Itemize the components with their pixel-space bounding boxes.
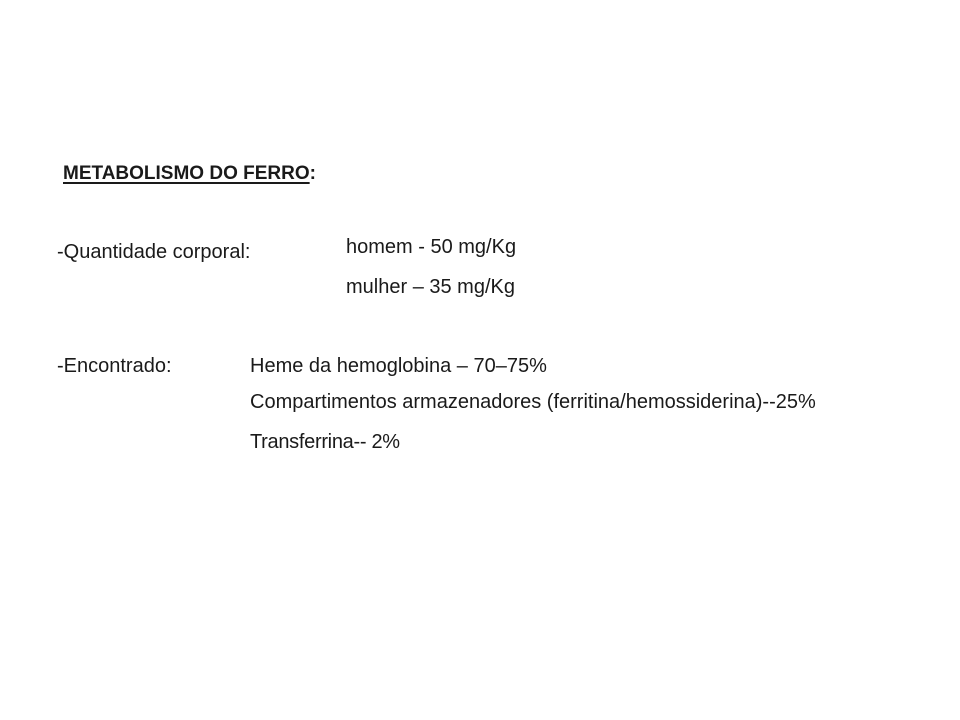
location-item-heme: Heme da hemoglobina – 70–75% <box>250 355 547 377</box>
quantity-women-value: mulher – 35 mg/Kg <box>346 276 515 298</box>
slide-title-colon: : <box>309 163 316 184</box>
location-item-storage: Compartimentos armazenadores (ferritina/hemossiderina)--25% <box>250 391 816 413</box>
slide-title <box>63 164 316 183</box>
slide-title-text: METABOLISMO DO FERRO <box>63 163 310 184</box>
quantity-label: -Quantidade corporal: <box>57 241 251 263</box>
location-label: -Encontrado: <box>57 355 172 377</box>
location-item-transferrin: Transferrina-- 2% <box>250 431 400 453</box>
quantity-men-value: homem - 50 mg/Kg <box>346 236 517 258</box>
